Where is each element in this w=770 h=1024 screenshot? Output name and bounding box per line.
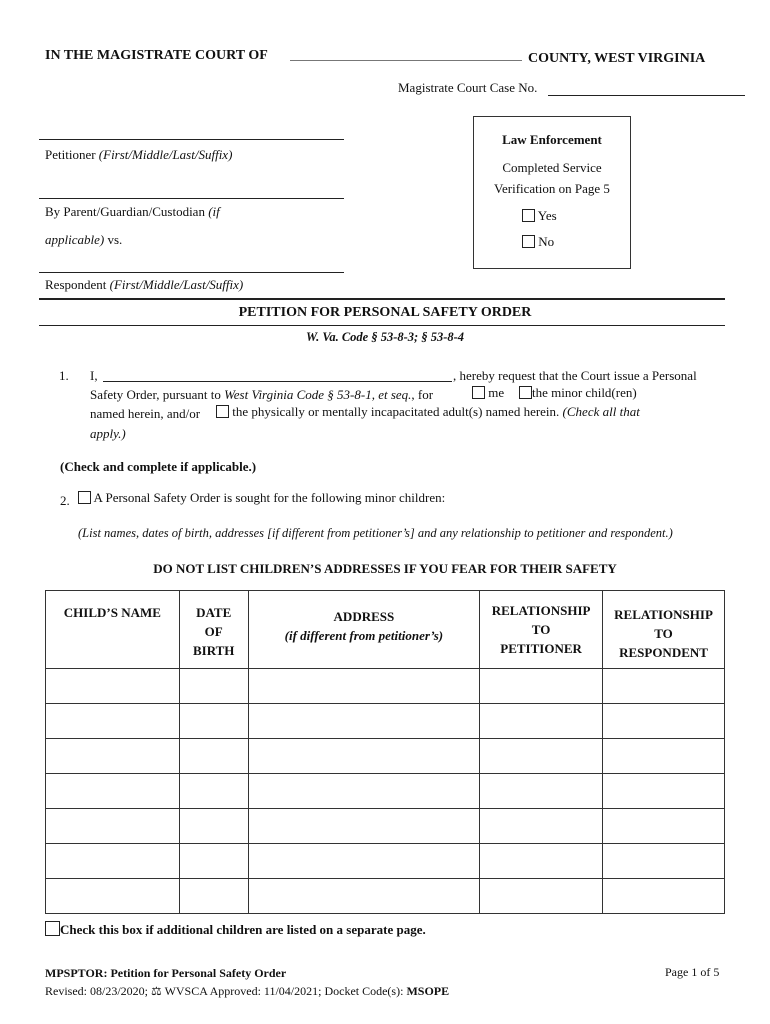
- guardian-label: [45, 204, 220, 220]
- col-dob-line2: OF: [204, 624, 223, 639]
- for-me-label: me: [488, 385, 505, 400]
- page-number: Page 1 of 5: [665, 965, 720, 979]
- col-dob-line3: BIRTH: [192, 643, 235, 658]
- dob-cell[interactable]: [179, 669, 248, 704]
- rel-petitioner-cell[interactable]: [480, 669, 603, 704]
- address-cell[interactable]: [248, 879, 479, 914]
- item2-text: A Personal Safety Order is sought for the following minor children:: [93, 490, 446, 505]
- check-complete-note: (Check and complete if applicable.): [60, 459, 257, 474]
- col-child-name-label: CHILD’S NAME: [63, 605, 161, 620]
- for-adult-checkbox[interactable]: [216, 405, 229, 418]
- address-cell[interactable]: [248, 844, 479, 879]
- service-yes-option: [522, 208, 557, 224]
- check-all-note: (Check all that: [562, 404, 640, 419]
- dob-cell[interactable]: [179, 809, 248, 844]
- additional-children-option: [45, 921, 426, 938]
- service-no-checkbox[interactable]: [522, 235, 535, 248]
- table-row: [46, 774, 725, 809]
- dob-cell[interactable]: [179, 879, 248, 914]
- dob-cell[interactable]: [179, 774, 248, 809]
- respondent-name-field[interactable]: [39, 272, 344, 273]
- rel-petitioner-cell[interactable]: [480, 739, 603, 774]
- item1-number: 1.: [59, 368, 69, 383]
- address-cell[interactable]: [248, 669, 479, 704]
- child-name-cell[interactable]: [46, 774, 180, 809]
- for-adult-label: the physically or mentally incapacitated adult(s) named herein.: [232, 404, 560, 419]
- court-prefix: IN THE MAGISTRATE COURT OF: [45, 48, 268, 63]
- item2-number: 2.: [60, 493, 70, 508]
- rel-petitioner-cell[interactable]: [480, 879, 603, 914]
- safety-warning: DO NOT LIST CHILDREN’S ADDRESSES IF YOU FEAR FOR THEIR SAFETY: [153, 561, 617, 576]
- minor-children-checkbox[interactable]: [78, 491, 91, 504]
- item2-option: [78, 490, 445, 506]
- docket-code: MSOPE: [406, 984, 450, 998]
- rel-petitioner-cell[interactable]: [480, 844, 603, 879]
- court-suffix: COUNTY, WEST VIRGINIA: [528, 51, 706, 66]
- col-rel-pet-line1: RELATIONSHIP: [491, 603, 591, 618]
- respondent-label-text: Respondent: [45, 277, 107, 292]
- rel-petitioner-cell[interactable]: [480, 774, 603, 809]
- form-id: MPSPTOR: Petition for Personal Safety Order: [45, 966, 287, 980]
- respondent-hint: (First/Middle/Last/Suffix): [109, 277, 244, 292]
- col-rel-resp-line2: TO: [654, 626, 673, 641]
- title-top-rule: [39, 298, 725, 300]
- guardian-label-text: By Parent/Guardian/Custodian: [45, 204, 205, 219]
- rel-petitioner-cell[interactable]: [480, 809, 603, 844]
- for-me-checkbox[interactable]: [472, 386, 485, 399]
- petitioner-label: [45, 147, 232, 163]
- for-minor-option: [519, 385, 637, 401]
- law-enforcement-line2: Verification on Page 5: [494, 181, 610, 196]
- item1-request: , hereby request that the Court issue a Personal: [453, 368, 697, 383]
- item2-instructions: (List names, dates of birth, addresses [if different from petitioner’s] and any relationship to petitioner and respondent.): [78, 526, 673, 540]
- petition-title: PETITION FOR PERSONAL SAFETY ORDER: [238, 305, 532, 320]
- case-no-field[interactable]: [548, 95, 745, 96]
- title-bottom-rule: [39, 325, 725, 326]
- item1-line2: [90, 387, 433, 403]
- children-table: [45, 590, 725, 914]
- respondent-label: [45, 277, 243, 293]
- rel-respondent-cell[interactable]: [603, 844, 725, 879]
- revised-date: Revised: 08/23/2020;: [45, 984, 148, 998]
- guardian-name-field[interactable]: [39, 198, 344, 199]
- guardian-hint-2: applicable): [45, 232, 105, 247]
- rel-respondent-cell[interactable]: [603, 774, 725, 809]
- approval-text: WVSCA Approved: 11/04/2021; Docket Code(s):: [164, 984, 404, 998]
- petitioner-hint: (First/Middle/Last/Suffix): [98, 147, 233, 162]
- rel-respondent-cell[interactable]: [603, 739, 725, 774]
- additional-children-checkbox[interactable]: [45, 921, 60, 936]
- table-header-row: [46, 591, 725, 669]
- col-relationship-petitioner: [480, 591, 603, 669]
- table-row: [46, 879, 725, 914]
- table-row: [46, 739, 725, 774]
- table-row: [46, 844, 725, 879]
- service-no-option: [522, 234, 554, 250]
- col-rel-pet-line3: PETITIONER: [500, 641, 582, 656]
- col-child-name: [46, 591, 180, 669]
- item1-line2-a: Safety Order, pursuant to: [90, 387, 221, 402]
- address-cell[interactable]: [248, 704, 479, 739]
- law-enforcement-title: Law Enforcement: [502, 132, 602, 147]
- guardian-hint-1: (if: [208, 204, 220, 219]
- col-address-line1: ADDRESS: [333, 609, 395, 624]
- service-no-label: No: [538, 234, 555, 249]
- item1-code: West Virginia Code § 53-8-1, et seq.: [224, 387, 412, 402]
- guardian-label-cont: [45, 232, 122, 248]
- petitioner-request-name-field[interactable]: [103, 381, 452, 382]
- rel-petitioner-cell[interactable]: [480, 704, 603, 739]
- col-address-line2: (if different from petitioner’s): [284, 628, 444, 643]
- additional-children-label: Check this box if additional children are listed on a separate page.: [60, 922, 426, 937]
- law-enforcement-box: [473, 116, 631, 269]
- rel-respondent-cell[interactable]: [603, 704, 725, 739]
- dob-cell[interactable]: [179, 739, 248, 774]
- col-rel-pet-line2: TO: [531, 622, 551, 637]
- revision-line: [45, 984, 449, 999]
- law-enforcement-line1: Completed Service: [502, 160, 602, 175]
- address-cell[interactable]: [248, 739, 479, 774]
- rel-respondent-cell[interactable]: [603, 809, 725, 844]
- dob-cell[interactable]: [179, 704, 248, 739]
- case-no-label: Magistrate Court Case No.: [398, 80, 538, 95]
- child-name-cell[interactable]: [46, 669, 180, 704]
- dob-cell[interactable]: [179, 844, 248, 879]
- item1-line1: [90, 368, 98, 384]
- versus-text: vs.: [107, 232, 123, 247]
- child-name-cell[interactable]: [46, 704, 180, 739]
- item1-line3-a: named herein, and/or: [90, 406, 201, 421]
- item1-i: I,: [90, 368, 98, 383]
- child-name-cell[interactable]: [46, 739, 180, 774]
- for-me-option: [472, 385, 504, 401]
- col-dob-line1: DATE: [196, 605, 232, 620]
- col-rel-resp-line3: RESPONDENT: [619, 645, 708, 660]
- col-date-of-birth: [179, 591, 248, 669]
- table-row: [46, 809, 725, 844]
- address-cell[interactable]: [248, 809, 479, 844]
- child-name-cell[interactable]: [46, 844, 180, 879]
- col-address: [248, 591, 479, 669]
- col-relationship-respondent: [603, 591, 725, 669]
- petition-code: W. Va. Code § 53-8-3; § 53-8-4: [305, 330, 465, 344]
- scales-icon: ⚖: [151, 984, 162, 998]
- for-adult-option: [216, 404, 640, 420]
- rel-respondent-cell[interactable]: [603, 669, 725, 704]
- petitioner-label-text: Petitioner: [45, 147, 96, 162]
- item1-line4: apply.): [90, 426, 126, 441]
- child-name-cell[interactable]: [46, 879, 180, 914]
- table-row: [46, 669, 725, 704]
- for-minor-checkbox[interactable]: [519, 386, 532, 399]
- item1-line2-b: , for: [411, 387, 434, 402]
- for-minor-label: the minor child(ren): [532, 385, 637, 400]
- rel-respondent-cell[interactable]: [603, 879, 725, 914]
- petitioner-name-field[interactable]: [39, 139, 344, 140]
- child-name-cell[interactable]: [46, 809, 180, 844]
- county-name-field[interactable]: [290, 60, 522, 61]
- col-rel-resp-line1: RELATIONSHIP: [614, 607, 713, 622]
- service-yes-label: Yes: [537, 208, 557, 223]
- address-cell[interactable]: [248, 774, 479, 809]
- service-yes-checkbox[interactable]: [522, 209, 535, 222]
- table-row: [46, 704, 725, 739]
